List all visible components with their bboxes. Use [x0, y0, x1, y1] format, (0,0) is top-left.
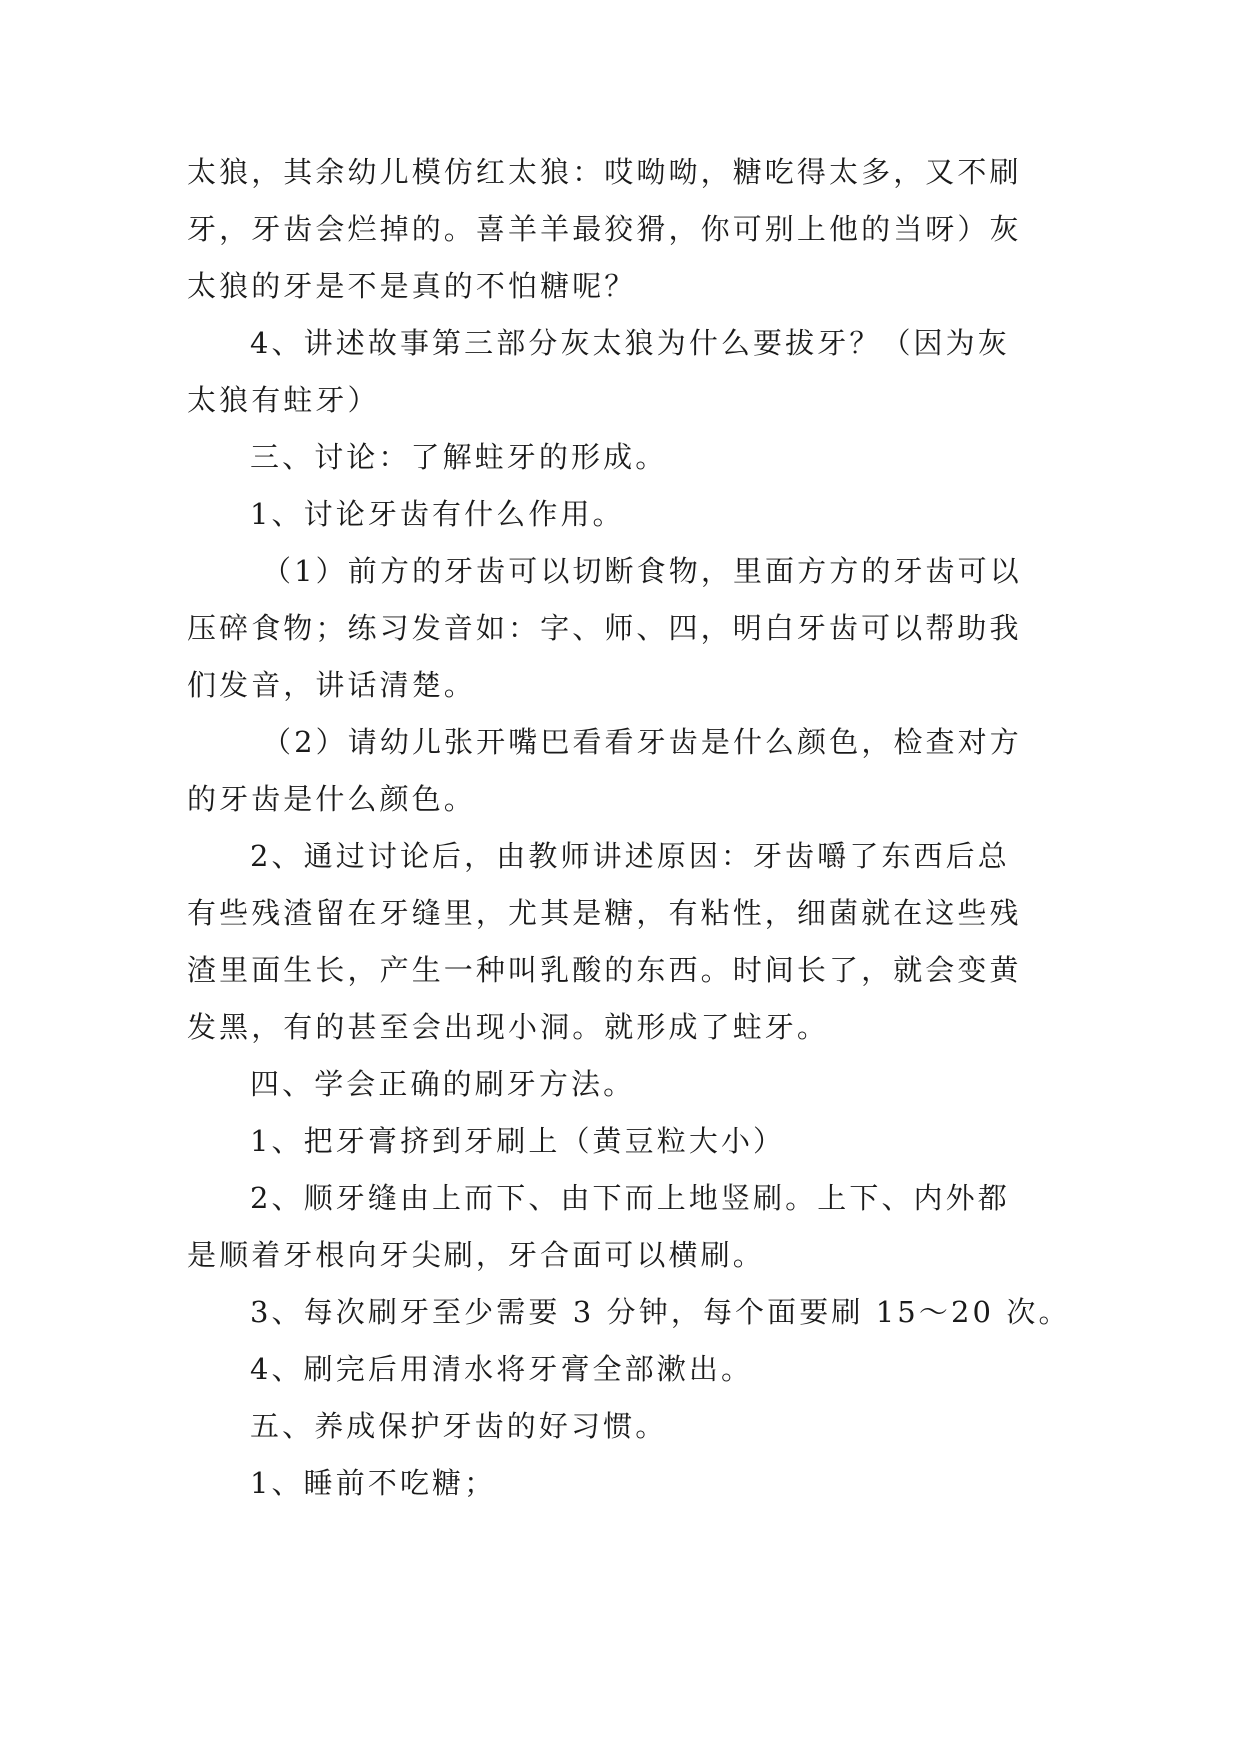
text-line-21: 3、每次刷牙至少需要 3 分钟，每个面要刷 15～20 次。 — [250, 1295, 1071, 1329]
section-heading-4: 四、学会正确的刷牙方法。 — [250, 1067, 636, 1101]
text-line-19: 2、顺牙缝由上而下、由下而上地竖刷。上下、内外都 — [250, 1181, 1010, 1215]
text-line-7: 1、讨论牙齿有什么作用。 — [250, 497, 625, 531]
text-line-24: 1、睡前不吃糖； — [250, 1466, 497, 1500]
section-heading-3: 三、讨论：了解蛀牙的形成。 — [250, 440, 668, 474]
text-line-10: 们发音，讲话清楚。 — [187, 668, 476, 702]
text-line-16: 发黑，有的甚至会出现小洞。就形成了蛀牙。 — [187, 1010, 830, 1044]
text-line-11: （2）请幼儿张开嘴巴看看牙齿是什么颜色，检查对方 — [262, 725, 1022, 759]
text-line-3: 太狼的牙是不是真的不怕糖呢？ — [187, 269, 637, 303]
text-line-20: 是顺着牙根向牙尖刷，牙合面可以横刷。 — [187, 1238, 765, 1272]
text-line-1: 太狼，其余幼儿模仿红太狼：哎呦呦，糖吃得太多，又不刷 — [187, 155, 1022, 189]
text-line-9: 压碎食物；练习发音如：字、师、四，明白牙齿可以帮助我 — [187, 611, 1022, 645]
text-line-14: 有些残渣留在牙缝里，尤其是糖，有粘性，细菌就在这些残 — [187, 896, 1022, 930]
text-line-15: 渣里面生长，产生一种叫乳酸的东西。时间长了，就会变黄 — [187, 953, 1022, 987]
text-line-5: 太狼有蛀牙） — [187, 383, 380, 417]
text-line-8: （1）前方的牙齿可以切断食物，里面方方的牙齿可以 — [262, 554, 1022, 588]
text-line-12: 的牙齿是什么颜色。 — [187, 782, 476, 816]
text-line-4: 4、讲述故事第三部分灰太狼为什么要拔牙？（因为灰 — [250, 326, 1010, 360]
text-line-18: 1、把牙膏挤到牙刷上（黄豆粒大小） — [250, 1124, 786, 1158]
text-line-2: 牙，牙齿会烂掉的。喜羊羊最狡猾，你可别上他的当呀）灰 — [187, 212, 1022, 246]
text-line-13: 2、通过讨论后，由教师讲述原因：牙齿嚼了东西后总 — [250, 839, 1010, 873]
text-line-22: 4、刷完后用清水将牙膏全部漱出。 — [250, 1352, 754, 1386]
section-heading-5: 五、养成保护牙齿的好习惯。 — [250, 1409, 668, 1443]
